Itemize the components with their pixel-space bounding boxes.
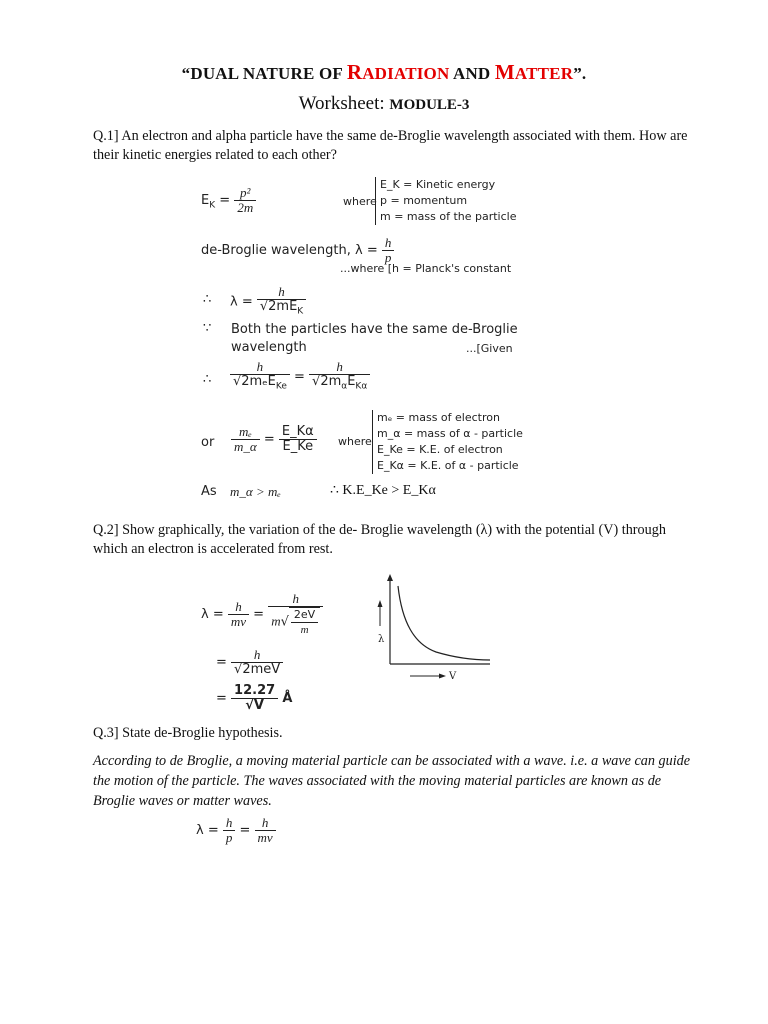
q2-l2-equals: = xyxy=(216,655,227,670)
q1-wavelength-formula xyxy=(201,236,394,265)
lambda-ek-formula xyxy=(230,285,306,319)
q2-f2-sqrt-fraction xyxy=(289,607,320,637)
subtitle-module: MODULE-3 xyxy=(389,97,470,113)
q1-where-list xyxy=(375,177,516,225)
mass-inequality: m_α > mₑ xyxy=(230,484,281,499)
mass-ratio-denominator: m_α xyxy=(234,439,257,454)
graph-y-axis xyxy=(387,574,393,664)
q2-l2-numerator: h xyxy=(231,648,283,663)
q2-f1-denominator: mv xyxy=(230,614,247,629)
title-close-quote: ”. xyxy=(573,64,587,83)
ek-equals: = xyxy=(219,193,231,208)
wavelength-denominator: p xyxy=(384,250,392,265)
graph-x-arrow xyxy=(410,674,446,679)
worksheet-subtitle xyxy=(0,93,768,115)
q2-line3 xyxy=(216,684,292,713)
graph-y-label: λ xyxy=(378,634,385,645)
graph-y-arrow xyxy=(378,600,383,626)
lambda-vs-v-graph xyxy=(362,572,502,682)
title-matter-rest: ATTER xyxy=(514,64,574,83)
where-line-m: m = mass of the particle xyxy=(380,210,517,223)
ek-subscript: K xyxy=(209,200,216,211)
title-radiation-initial: R xyxy=(346,60,363,84)
alpha-den-sub: α xyxy=(341,381,348,392)
where-line-ek: E_K = Kinetic energy xyxy=(380,178,496,191)
ek-fraction xyxy=(234,186,256,215)
where2-line-eke: E_Ke = K.E. of electron xyxy=(377,443,503,456)
electron-denominator xyxy=(230,375,290,394)
planck-note: ...where [h = Planck's constant xyxy=(340,262,512,275)
q2-lambda-equals: λ = xyxy=(201,607,224,622)
alpha-den-tail-sub: Kα xyxy=(355,381,368,392)
q2-h-over-mv xyxy=(228,600,249,629)
q2-l1-equals: = xyxy=(253,607,265,622)
q2-line1 xyxy=(201,592,323,637)
title-matter-initial: M xyxy=(494,60,515,84)
q1-where-label: where xyxy=(343,195,377,208)
q3-denominator-1: p xyxy=(225,830,233,845)
as-label: As xyxy=(201,484,217,499)
or-label: or xyxy=(201,435,215,450)
wavelength-label: de-Broglie wavelength, λ = xyxy=(201,243,378,258)
q2-l3-numerator: 12.27 xyxy=(231,684,278,699)
q2-f2-numerator: h xyxy=(268,592,323,607)
title-radiation-rest: ADIATION xyxy=(362,64,450,83)
q1-ek-formula xyxy=(201,186,256,215)
q2-l2-denominator: √2meV xyxy=(234,662,281,677)
q3-h-over-p xyxy=(223,816,236,845)
lambda-ek-den-text: √2mE xyxy=(259,299,298,314)
q2-f2-denominator: m√ $\frac{2eV}{m}$ xyxy=(268,607,323,637)
where-line-p: p = momentum xyxy=(380,194,468,207)
where2-line-me: mₑ = mass of electron xyxy=(377,411,500,424)
title-part-1: DUAL NATURE OF xyxy=(190,64,347,83)
title-and: AND xyxy=(449,64,495,83)
energy-ratio-denominator: E_Ke xyxy=(282,439,314,454)
q3-numerator-1: h xyxy=(223,816,236,831)
lambda-ek-fraction xyxy=(257,285,306,319)
q3-equals: = xyxy=(239,823,251,838)
wavelength-numerator: h xyxy=(382,236,395,251)
ek-numerator: p² xyxy=(234,186,256,201)
alpha-fraction xyxy=(309,360,370,394)
q2-question: Q.2] Show graphically, the variation of the de- Broglie wavelength (λ) with the potential (V) through which an electron is accelerated from rest. xyxy=(93,522,666,557)
q3-h-over-mv xyxy=(255,816,276,845)
alpha-den-text: √2m xyxy=(312,374,342,389)
lambda-ek-numerator: h xyxy=(257,285,306,300)
lambda-ek-den-sub: K xyxy=(297,306,304,317)
q1-question: Q.1] An electron and alpha particle have the same de-Broglie wavelength associated with them. How are their kinetic energies related to each other? xyxy=(93,128,688,163)
electron-fraction xyxy=(230,360,290,394)
ke-conclusion: ∴ K.E_Ke > E_Kα xyxy=(330,483,436,498)
q3-question: Q.3] State de-Broglie hypothesis. xyxy=(93,725,283,741)
alpha-numerator: h xyxy=(309,360,370,375)
both-particles-text: Both the particles have the same de-Broglie wavelength xyxy=(231,322,518,355)
alpha-denominator xyxy=(309,375,370,394)
ratio-formula: $\frac{\text{mₑ}}{m\_\alpha}$ = $\frac{E\_K\alpha}{E\_Ke}$ xyxy=(231,425,317,454)
subtitle-text: Worksheet: xyxy=(298,93,390,114)
q2-l3-fraction xyxy=(231,684,278,713)
q1-where2-label: where xyxy=(338,435,372,448)
ek-denominator: 2m xyxy=(237,200,254,215)
q2-f1-numerator: h xyxy=(228,600,249,615)
q3-denominator-2: mv xyxy=(257,830,273,845)
q2-line2 xyxy=(216,648,283,677)
because-symbol: ∵ xyxy=(203,321,212,336)
q3-lambda-equals: λ = xyxy=(196,823,219,838)
angstrom-unit: Å xyxy=(282,691,293,706)
therefore-symbol-2: ∴ xyxy=(203,372,212,387)
q3-formula xyxy=(196,816,276,845)
electron-den-text: √2mₑE xyxy=(233,374,276,389)
q2-h-over-msqrt xyxy=(268,592,323,637)
q2-f2-den-m: m xyxy=(271,613,281,629)
wavelength-fraction xyxy=(382,236,395,265)
page-title xyxy=(0,60,768,85)
mass-ratio xyxy=(231,425,260,454)
q3-numerator-2: h xyxy=(255,816,276,831)
graph-curve xyxy=(398,586,490,660)
electron-den-sub: Ke xyxy=(275,381,287,392)
q2-sqrt-denominator: m xyxy=(300,624,309,636)
q2-l3-equals: = xyxy=(216,691,227,706)
graph-x-label: V xyxy=(449,671,457,682)
where2-line-malpha: m_α = mass of α - particle xyxy=(377,427,523,440)
alpha-den-tail: E xyxy=(347,374,356,389)
given-note: ...[Given xyxy=(466,342,513,355)
lambda-equals: λ = xyxy=(230,294,253,310)
lambda-ek-denominator xyxy=(257,300,306,319)
q1-where2-list xyxy=(372,410,523,474)
energy-ratio-numerator: E_Kα xyxy=(279,425,317,440)
q2-sqrt-numerator: 2eV xyxy=(291,608,318,623)
where2-line-ekalpha: E_Kα = K.E. of α - particle xyxy=(377,459,519,472)
mass-ratio-numerator: mₑ xyxy=(231,425,260,440)
energy-ratio xyxy=(279,425,317,454)
therefore-symbol-1: ∴ xyxy=(203,292,212,307)
ek-symbol: E xyxy=(201,193,210,208)
q2-l2-fraction xyxy=(231,648,283,677)
q2-l3-denominator: √V xyxy=(245,698,264,713)
title-open-quote: “ xyxy=(181,64,191,83)
electron-numerator: h xyxy=(230,360,290,375)
equal-wavelength-formula: $\frac{h}{√2m_eE_{Ke}}$ = $\frac{h}{√2m_\alpha E_{K\alpha}}$ xyxy=(230,360,370,394)
q3-answer: According to de Broglie, a moving material particle can be associated with a wave. i.e. a wave can guide the motion of the particle. The waves associated with the moving material particles are known as de Broglie waves or matter waves. xyxy=(93,753,691,809)
